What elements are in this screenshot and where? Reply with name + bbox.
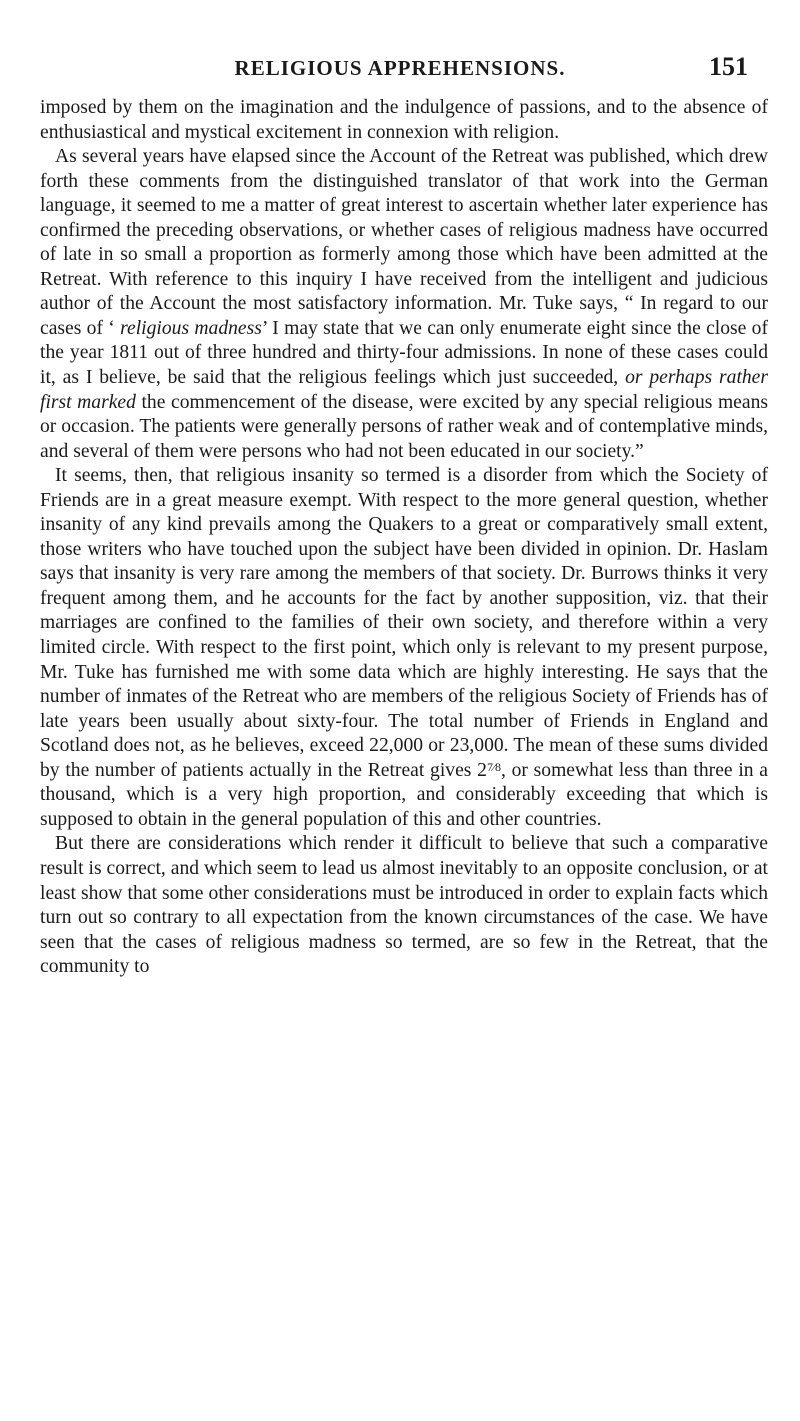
text-run: imposed by them on the imagination and the indulgence of passions, and to the absence of enthusiastical and mystical excitement in connexion with religion.	[40, 97, 768, 143]
text-run: the commencement of the disease, were excited by any special religious means or occasion. The patients were generally persons of rather weak and of contemplative minds, and several of them were persons who had not been educated in our society.”	[40, 391, 768, 462]
italic-phrase: religious madness	[120, 317, 262, 339]
text-run: As several years have elapsed since the Account of the Retreat was published, which drew forth these comments from the distinguished translator of that work into the German language, it seemed to me a matter of great interest to ascertain whether later experience has confirmed the preceding observations, or whether cases of religious madness have occurred of late in so small a proportion as formerly among those which have been admitted at the Retreat. With reference to this inquiry I have received from the intelligent and judicious author of the Account the most satisfactory information. Mr. Tuke says, “ In regard to our cases of ‘	[40, 146, 768, 339]
running-title: RELIGIOUS APPREHENSIONS.	[234, 56, 566, 80]
italic-phrase: or perhaps rather first marked	[40, 367, 769, 413]
text-run: , or somewhat less than three in a thousand, which is a very high proportion, and considerably exceeding that which is supposed to obtain in the general population of this and other countries.	[40, 759, 768, 830]
paragraph-2	[40, 145, 768, 464]
body-text	[40, 96, 768, 980]
text-run: It seems, then, that religious insanity so termed is a disorder from which the Society of Friends are in a great measure exempt. With respect to the more general question, whether insanity of any kind prevails among the Quakers to a great or comparatively small extent, those writers who have touched upon the subject have been divided in opinion. Dr. Haslam says that insanity is very rare among the members of that society. Dr. Burrows thinks it very frequent among them, and he accounts for the fact by another supposition, viz. that their marriages are confined to the families of their own society, and therefore within a very limited circle. With respect to the first point, which only is relevant to my present purpose, Mr. Tuke has furnished me with some data which are highly interesting. He says that the number of inmates of the Retreat who are members of the religious Society of Friends has of late years been usually about sixty-four. The total number of Friends in England and Scotland does not, as he believes, exceed 22,000 or 23,000. The mean of these sums divided by the number of patients actually in the Retreat gives 2	[40, 465, 768, 781]
text-run: But there are considerations which render it difficult to believe that such a comparative result is correct, and which seem to lead us almost inevitably to an opposite conclusion, or at least show that some other considerations must be introduced in order to explain facts which turn out so contrary to all expectation from the known circumstances of the case. We have seen that the cases of religious madness so termed, are so few in the Retreat, that the community to	[40, 833, 768, 978]
fraction: 7⁄8	[486, 759, 501, 774]
paragraph-4	[40, 832, 768, 979]
paragraph-3	[40, 464, 768, 832]
text-run: ’ I may state that we can only enumerate eight since the close of the year 1811 out of three hundred and thirty-four admissions. In none of these cases could it, as I believe, be said that the religious feelings which just succeeded,	[40, 317, 769, 389]
running-head	[0, 52, 800, 82]
page-number: 151	[709, 52, 748, 81]
paragraph-1	[40, 96, 768, 145]
